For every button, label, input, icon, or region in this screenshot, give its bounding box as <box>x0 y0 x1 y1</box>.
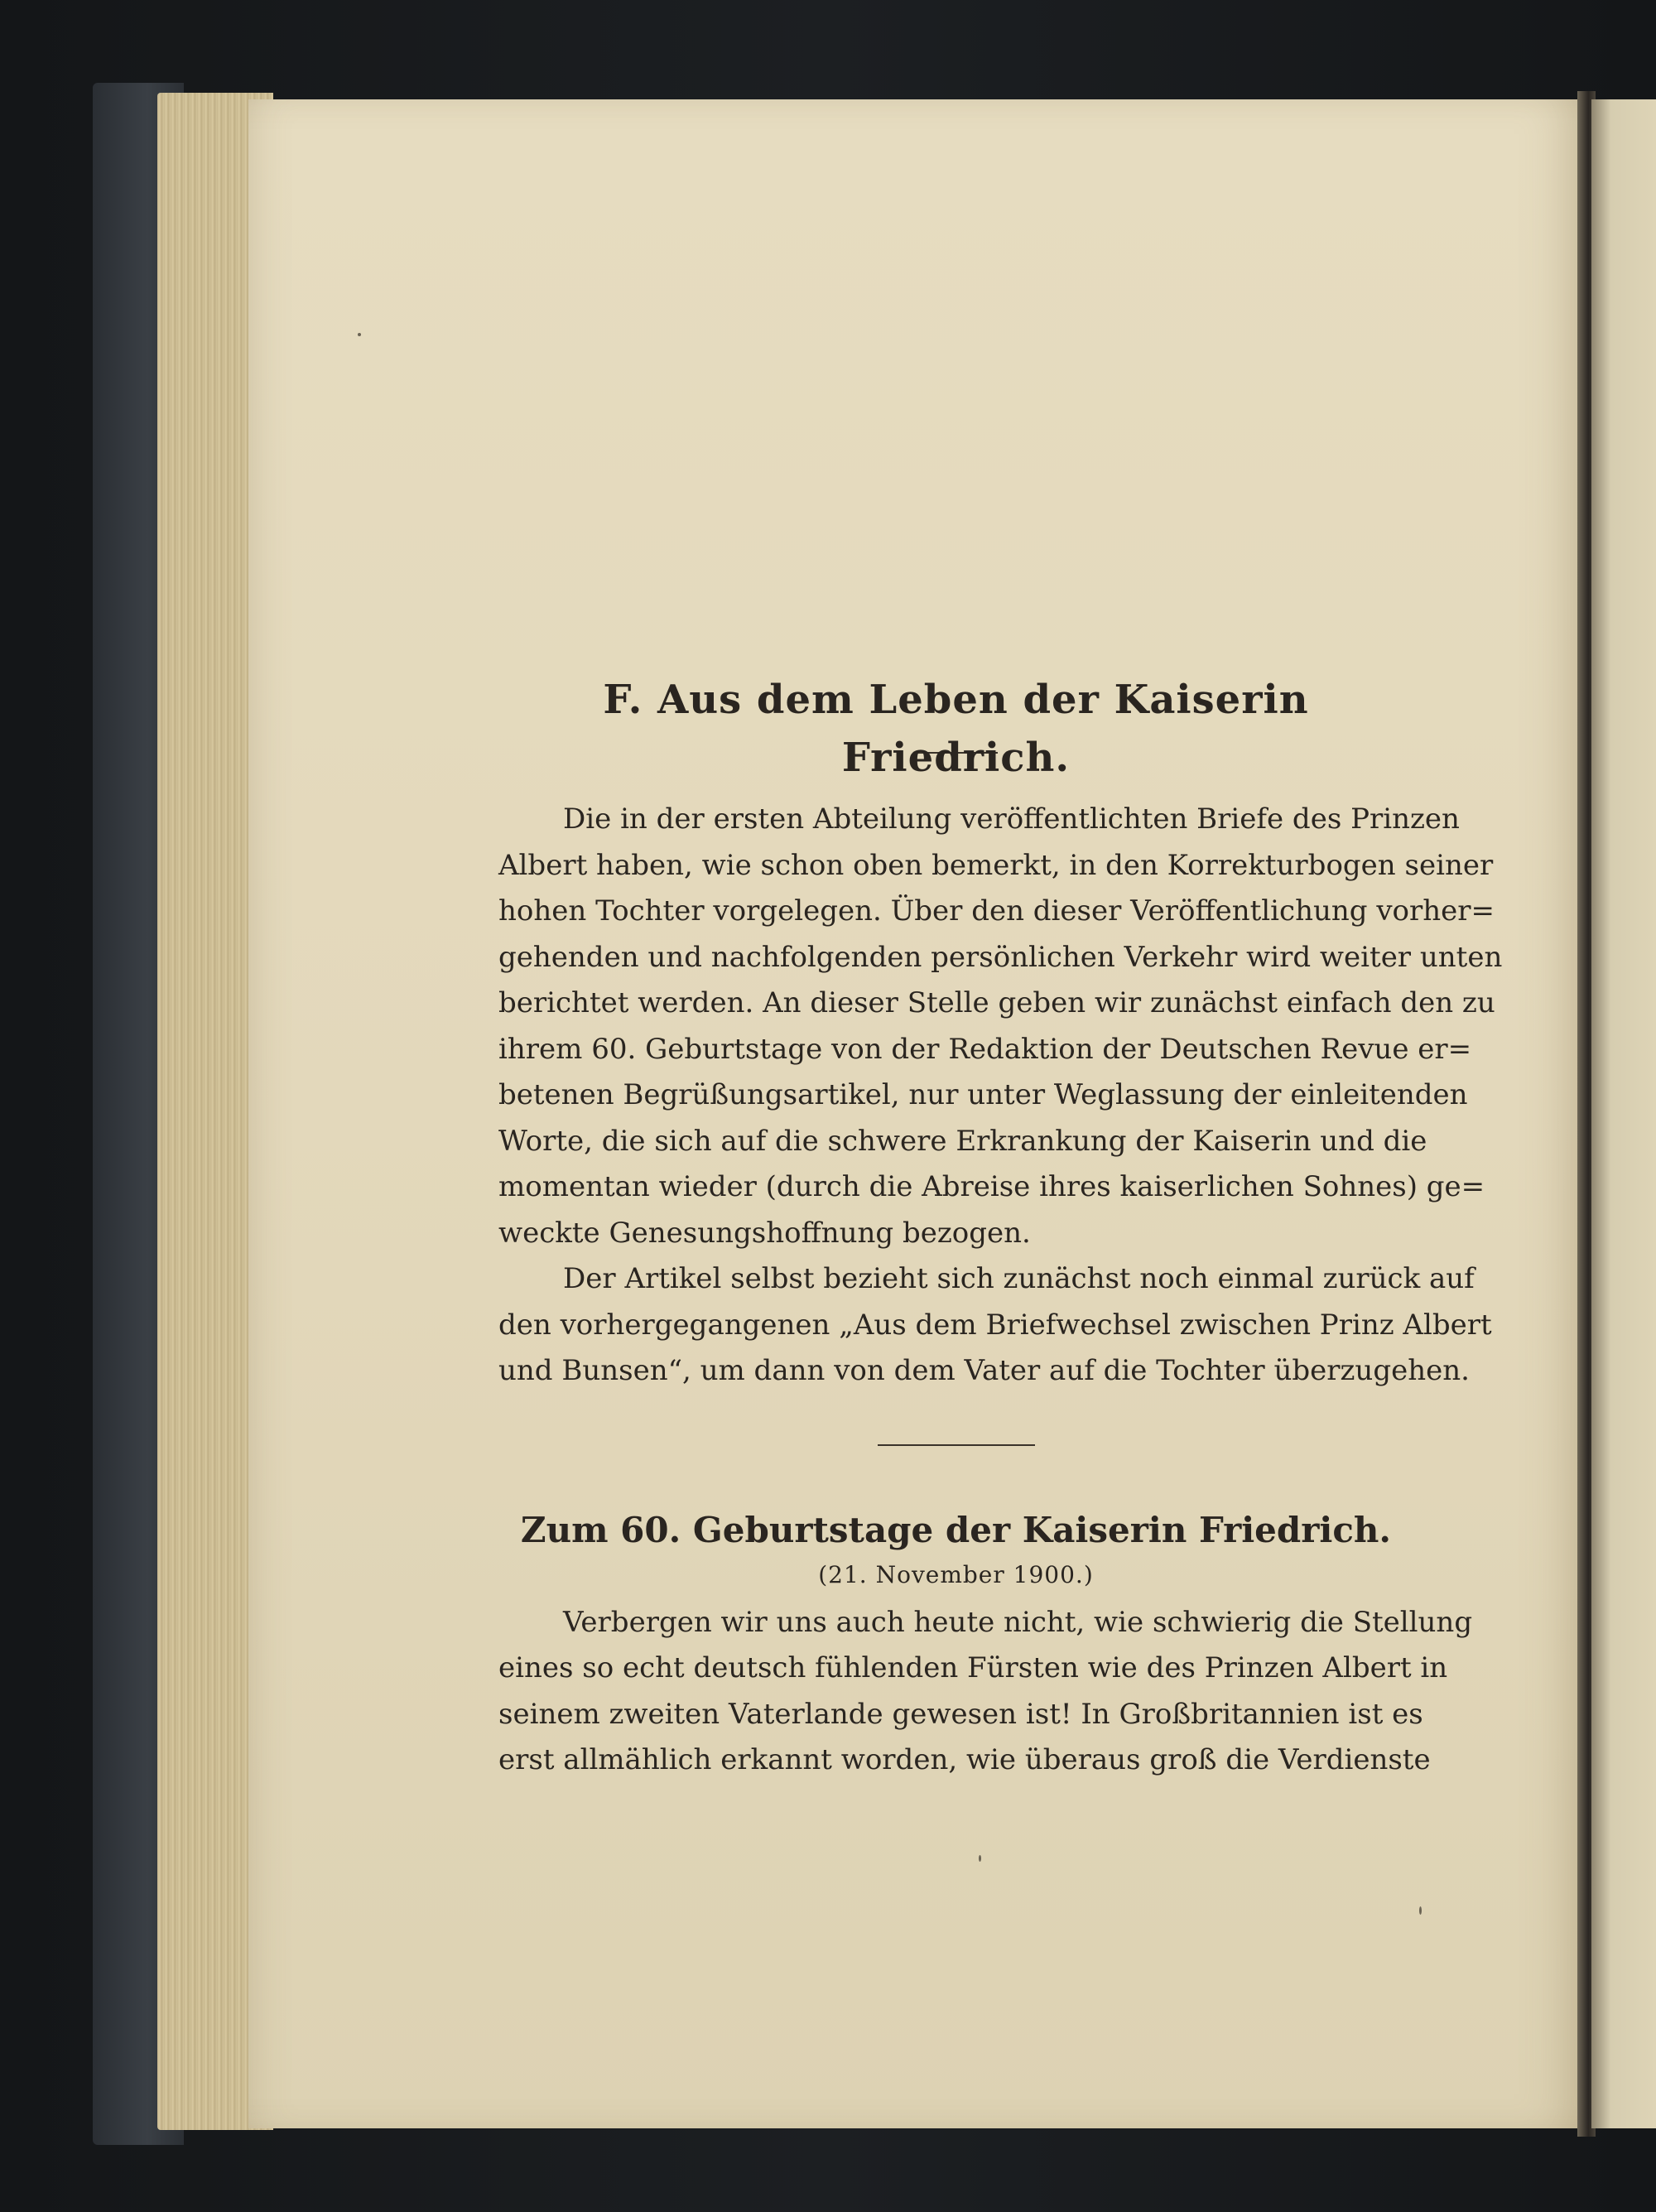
text-line: Albert haben, wie schon oben bemerkt, in den Korrekturbogen seiner <box>498 848 1494 882</box>
paper-speck <box>358 333 361 336</box>
text-line: weckte Genesungshoffnung bezogen. <box>498 1216 1031 1250</box>
facing-page-edge <box>1591 99 1656 2128</box>
text-line: gehenden und nachfolgenden persönlichen Verkehr wird weiter unten <box>498 940 1503 974</box>
text-line: Der Artikel selbst bezieht sich zunächst noch einmal zurück auf <box>563 1262 1475 1295</box>
text-line: eines so echt deutsch fühlenden Fürsten wie des Prinzen Albert in <box>498 1651 1448 1684</box>
article-heading: Zum 60. Geburtstage der Kaiserin Friedrich. <box>520 1509 1392 1550</box>
text-line: Die in der ersten Abteilung veröffentlichten Briefe des Prinzen <box>563 802 1460 836</box>
text-line: seinem zweiten Vaterlande gewesen ist! In Großbritannien ist es <box>498 1697 1423 1731</box>
section-f-heading: F. Aus dem Leben der Kaiserin Friedrich. <box>603 677 1309 781</box>
text-line: und Bunsen“, um dann von dem Vater auf die Tochter überzugehen. <box>498 1354 1470 1387</box>
paragraph-1 <box>498 797 1503 1256</box>
page-content <box>498 671 1503 1784</box>
text-line: den vorhergegangenen „Aus dem Briefwechsel zwischen Prinz Albert <box>498 1308 1492 1342</box>
text-line: erst allmählich erkannt worden, wie überaus groß die Verdienste <box>498 1743 1431 1776</box>
text-line: Worte, die sich auf die schwere Erkrankung der Kaiserin und die <box>498 1124 1427 1158</box>
text-line: ihrem 60. Geburtstage von der Redaktion der Deutschen Revue er= <box>498 1032 1472 1066</box>
article-date: (21. November 1900.) <box>818 1560 1094 1588</box>
text-line: betenen Begrüßungsartikel, nur unter Weglassung der einleitenden <box>498 1078 1468 1111</box>
text-line: hohen Tochter vorgelegen. Über den dieser Veröffentlichung vorher= <box>498 894 1495 928</box>
paper-speck <box>979 1855 981 1862</box>
paragraph-2 <box>498 1256 1492 1395</box>
text-line: berichtet werden. An dieser Stelle geben wir zunächst einfach den zu <box>498 986 1495 1019</box>
paper-speck <box>1419 1906 1422 1915</box>
paragraph-3 <box>498 1600 1473 1784</box>
section-divider <box>878 1444 1035 1446</box>
text-line: momentan wieder (durch die Abreise ihres kaiserlichen Sohnes) ge= <box>498 1170 1485 1203</box>
text-line: Verbergen wir uns auch heute nicht, wie schwierig die Stellung <box>563 1605 1473 1639</box>
